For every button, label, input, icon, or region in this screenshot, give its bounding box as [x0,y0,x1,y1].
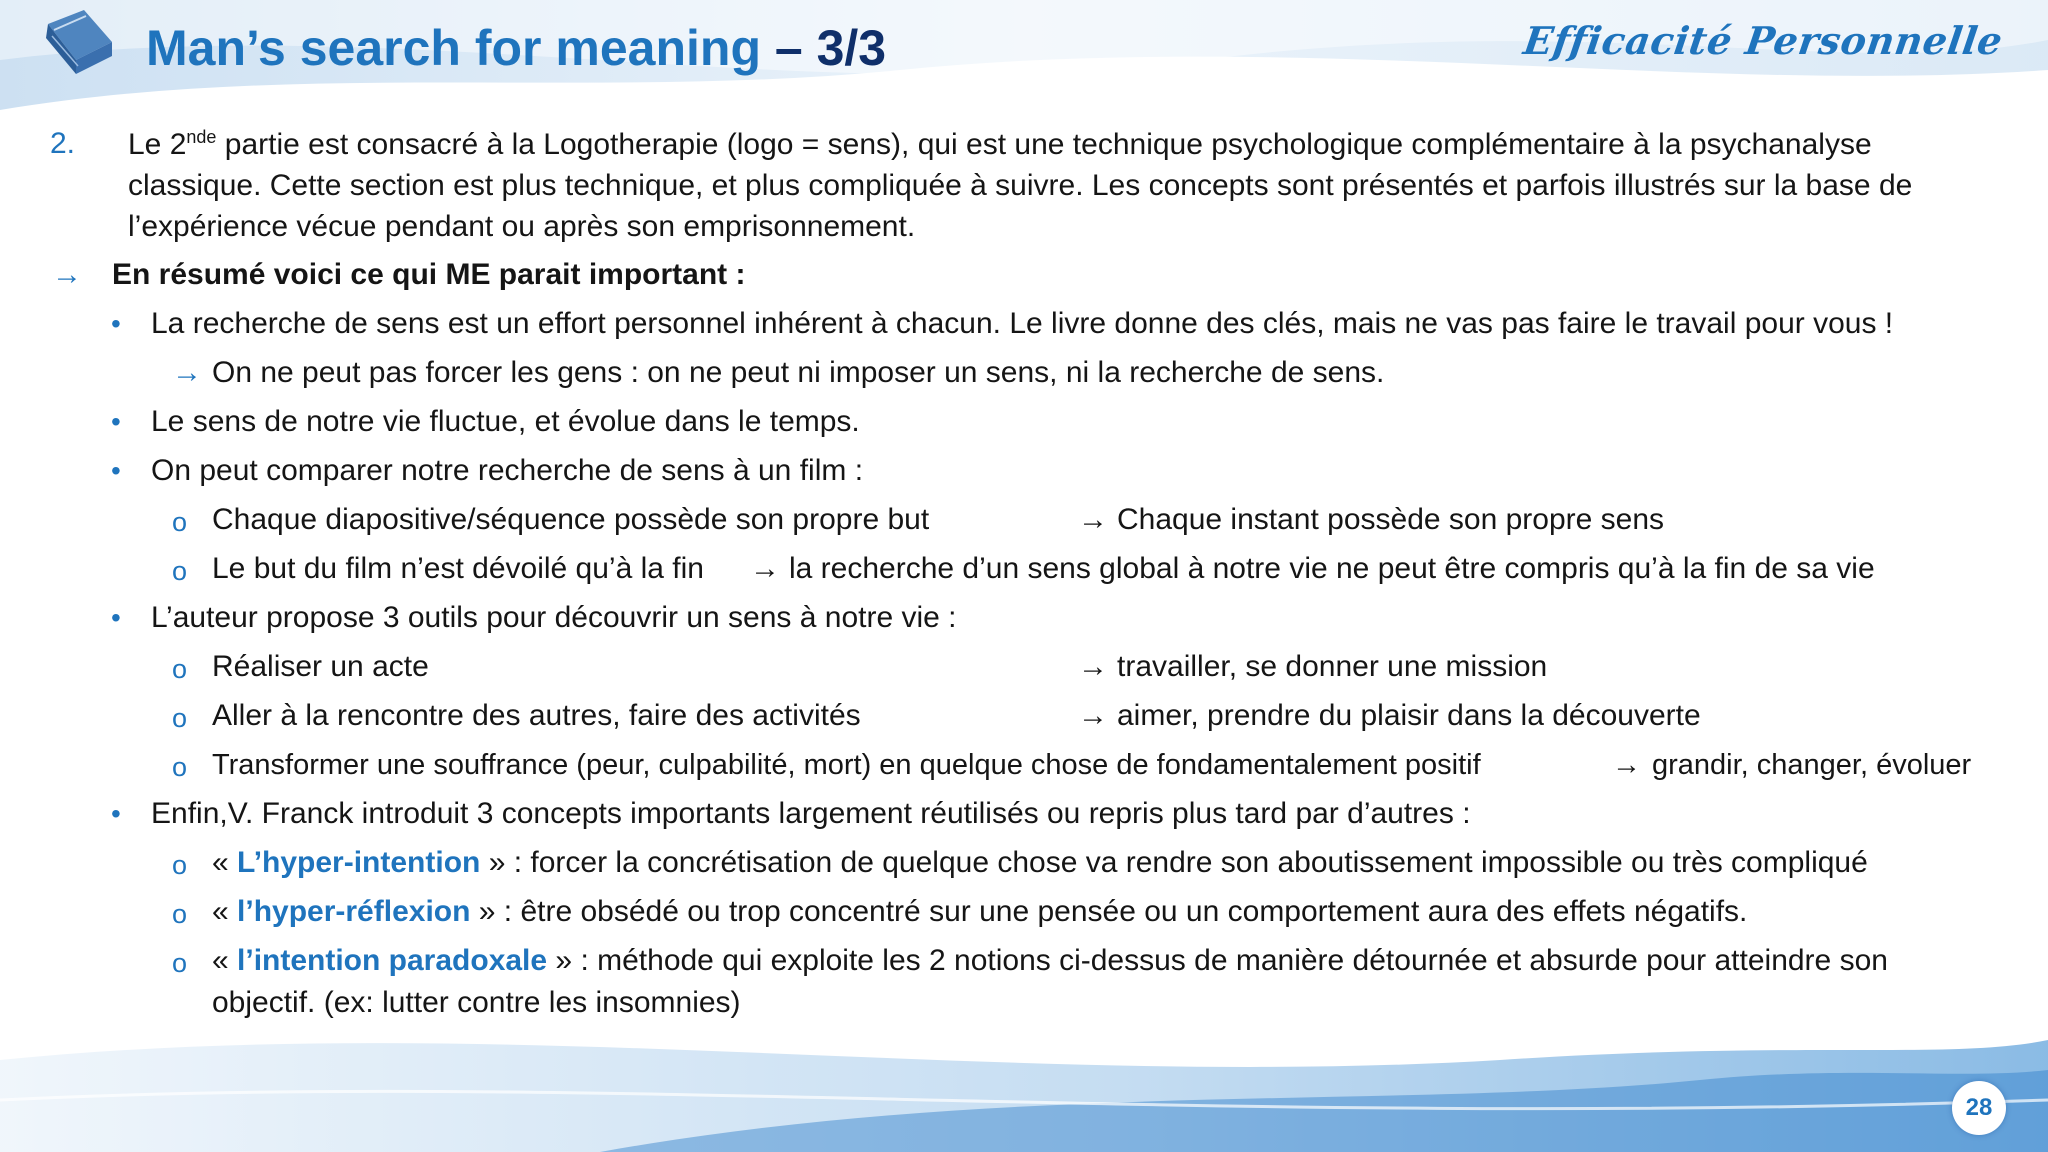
concept-desc: » : être obsédé ou trop concentré sur une pensée ou un comportement aura des effets négatifs. [470,895,1748,928]
arrow-icon: → [1612,749,1641,781]
film-item-right: Chaque instant possède son propre sens [1117,503,1665,536]
concept-desc: » : forcer la concrétisation de quelque chose va rendre son aboutissement impossible ou très compliqué [480,846,1868,879]
bullet-2-text: Le sens de notre vie fluctue, et évolue dans le temps. [151,405,860,438]
circle-bullet-icon: o [172,948,188,978]
arrow-icon: → [172,356,202,389]
circle-bullet-icon: o [172,556,188,586]
tool-item-right: aimer, prendre du plaisir dans la découverte [1117,699,1701,732]
concept-item [212,941,1888,981]
circle-bullet-icon: o [172,899,188,929]
item-number: 2. [50,127,76,160]
concept-continuation: objectif. (ex: lutter contre les insomnies) [212,986,741,1019]
title-suffix: – 3/3 [761,20,887,76]
page-number: 28 [1952,1081,2006,1135]
intro-sup: nde [186,127,217,147]
bullet-icon: • [111,602,121,633]
circle-bullet-icon: o [172,752,188,782]
bullet-4-text: L’auteur propose 3 outils pour découvrir un sens à notre vie : [151,601,957,634]
bullet-icon: • [111,798,121,829]
tool-item-left: Aller à la rencontre des autres, faire des activités [212,699,861,732]
intro-rest: partie est consacré à la Logotherapie (logo = sens), qui est une technique psychologique complémentaire à la psychanalyse classique. Cette section est plus technique, et plus compliquée à suivre. Les concepts sont présentés et parfois illustrés sur la base de l’expérience vécue pendant ou après son emprisonnement. [128,128,1913,243]
intro-pre: Le 2 [128,128,187,161]
title-main: Man’s search for meaning [146,20,761,76]
intro-paragraph [128,124,2008,247]
concept-item [212,892,1747,932]
tool-item-right: travailler, se donner une mission [1117,650,1548,683]
quote-open: « [212,895,238,928]
summary-heading: En résumé voici ce qui ME parait important : [112,258,746,291]
tool-item-left: Réaliser un acte [212,650,429,683]
bullet-icon: • [111,455,121,486]
bullet-3-text: On peut comparer notre recherche de sens à un film : [151,454,864,487]
concept-term: L’hyper-intention [237,846,481,879]
film-item-right: la recherche d’un sens global à notre vie ne peut être compris qu’à la fin de sa vie [789,552,1875,585]
bullet-icon: • [111,406,121,437]
circle-bullet-icon: o [172,703,188,733]
brand-label: Efficacité Personnelle [1520,18,2006,63]
circle-bullet-icon: o [172,654,188,684]
quote-open: « [212,944,238,977]
concept-desc: » : méthode qui exploite les 2 notions ci-dessus de manière détournée et absurde pour atteindre son [547,944,1888,977]
arrow-icon: → [1078,650,1108,683]
arrow-icon: → [1078,503,1108,536]
tool-item-right: grandir, changer, évoluer [1652,749,1972,781]
film-item-left: Chaque diapositive/séquence possède son propre but [212,503,930,536]
quote-open: « [212,846,238,879]
film-item-left: Le but du film n’est dévoilé qu’à la fin [212,552,704,585]
book-icon [40,2,120,82]
page-title [146,14,886,82]
bullet-1-text: La recherche de sens est un effort personnel inhérent à chacun. Le livre donne des clés, mais ne vas pas faire le travail pour vous ! [151,307,1894,340]
arrow-icon: → [750,552,780,585]
concept-term: l’intention paradoxale [237,944,548,977]
bullet-5-text: Enfin,V. Franck introduit 3 concepts importants largement réutilisés ou repris plus tard par d’autres : [151,797,1471,830]
circle-bullet-icon: o [172,507,188,537]
arrow-icon: → [52,258,82,291]
concept-term: l’hyper-réflexion [237,895,471,928]
concept-item [212,843,1868,883]
arrow-icon: → [1078,699,1108,732]
circle-bullet-icon: o [172,850,188,880]
bullet-icon: • [111,308,121,339]
bullet-1-sub: On ne peut pas forcer les gens : on ne peut ni imposer un sens, ni la recherche de sens. [212,356,1385,389]
tool-item-left: Transformer une souffrance (peur, culpabilité, mort) en quelque chose de fondamentalement positif [212,749,1481,781]
